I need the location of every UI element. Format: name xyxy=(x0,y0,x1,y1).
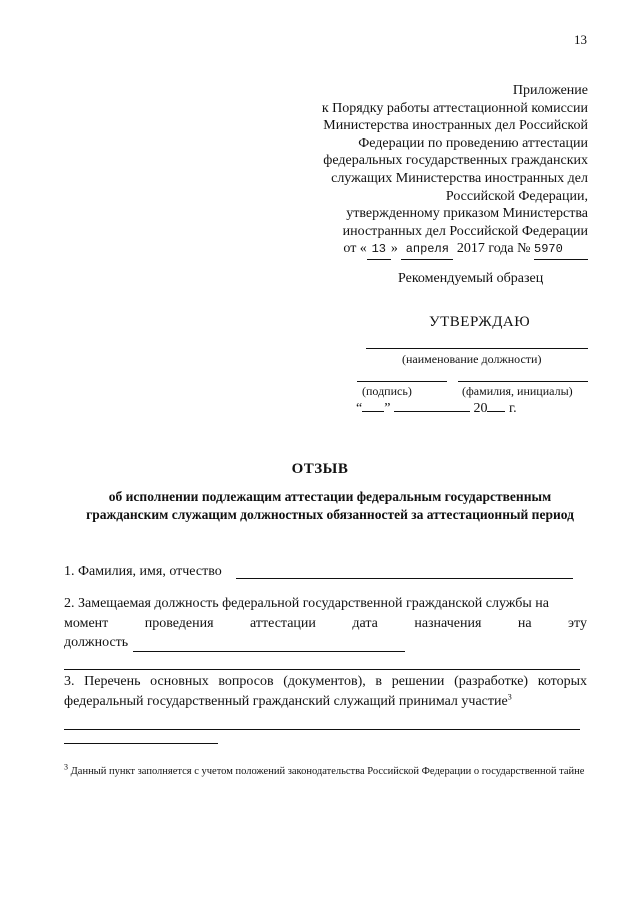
approval-date-line xyxy=(356,399,517,417)
item-1-fill-line xyxy=(236,578,573,579)
item-2-line-3: должность xyxy=(64,635,129,650)
appendix-line: иностранных дел Российской Федерации xyxy=(342,223,588,239)
appendix-line: к Порядку работы аттестационной комиссии xyxy=(321,100,588,116)
order-mid: » xyxy=(390,241,398,257)
signature-caption: (подпись) xyxy=(362,384,412,398)
item-1 xyxy=(64,564,222,580)
position-caption: (наименование должности) xyxy=(402,352,542,366)
item-3-text: 3. Перечень основных вопросов (документов), в решении (разработке) которых федеральный государственный гражданский служащий принимал участие xyxy=(64,674,587,709)
appendix-header xyxy=(248,82,588,260)
order-month: апреля xyxy=(401,241,453,260)
day-blank xyxy=(362,399,384,412)
item-3-fill-line xyxy=(64,729,580,730)
document-subtitle: об исполнении подлежащим аттестации федеральным государственным гражданским служащим должностных обязанностей за аттестационный период xyxy=(86,489,574,522)
item-2 xyxy=(64,594,587,653)
order-year-text: 2017 года № xyxy=(456,241,531,257)
appendix-line: Российской Федерации, xyxy=(445,188,588,204)
date-close-quote: ” xyxy=(384,401,391,416)
footnote-separator xyxy=(64,743,218,744)
item-2-extra-line xyxy=(64,669,580,670)
date-open-quote: “ xyxy=(356,401,363,416)
footnote-ref: 3 xyxy=(507,692,512,702)
appendix-line: утвержденному приказом Министерства xyxy=(346,206,588,222)
footnote xyxy=(64,763,587,780)
recommended-sample-label: Рекомендуемый образец xyxy=(398,271,544,286)
order-number: 5970 xyxy=(534,241,588,260)
order-day: 13 xyxy=(367,241,391,260)
page-number: 13 xyxy=(574,32,587,47)
month-blank xyxy=(394,399,470,412)
date-year-prefix: 20 xyxy=(473,401,488,416)
position-line xyxy=(366,348,588,349)
document-title: ОТЗЫВ xyxy=(291,461,349,477)
year-blank xyxy=(487,399,505,412)
order-date-line xyxy=(248,240,588,260)
item-2-fill-line xyxy=(133,651,405,652)
appendix-line: Приложение xyxy=(512,83,588,98)
item-2-line-1: 2. Замещаемая должность федеральной государственной гражданской службы на xyxy=(64,596,549,611)
approve-heading: УТВЕРЖДАЮ xyxy=(429,314,531,330)
appendix-line: служащих Министерства иностранных дел xyxy=(331,170,588,186)
signature-line xyxy=(357,381,447,382)
footnote-text: Данный пункт заполняется с учетом положений законодательства Российской Федерации о государственной тайне xyxy=(70,766,585,777)
name-caption: (фамилия, инициалы) xyxy=(462,384,573,398)
item-2-line-2: момент проведения аттестации дата назначения на эту xyxy=(64,615,587,631)
item-3 xyxy=(64,672,587,712)
appendix-line: федеральных государственных гражданских xyxy=(323,153,588,169)
appendix-line: Федерации по проведению аттестации xyxy=(358,135,588,151)
appendix-line: Министерства иностранных дел Российской xyxy=(323,118,588,134)
footnote-number: 3 xyxy=(64,762,68,772)
name-line xyxy=(458,381,588,382)
item-1-label: 1. Фамилия, имя, отчество xyxy=(64,564,222,579)
order-prefix: от « xyxy=(343,241,367,257)
date-suffix: г. xyxy=(508,401,517,416)
